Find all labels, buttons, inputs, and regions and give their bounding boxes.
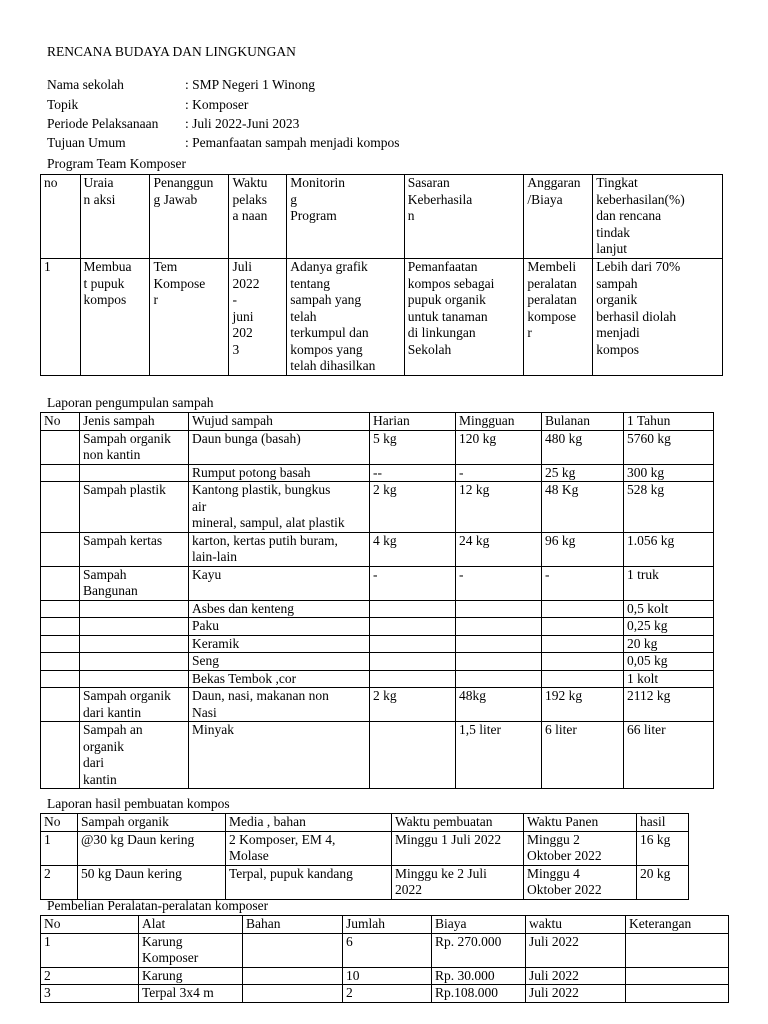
purchase-heading: Pembelian Peralatan-peralatan komposer: [47, 898, 269, 913]
collection-row: [41, 722, 714, 789]
collection-header-cell: Wujud sampah: [189, 413, 370, 431]
compost-row: [41, 865, 689, 899]
collection-cell: [370, 653, 456, 671]
purchase-row: [41, 933, 729, 967]
info-label-topic: Topik: [47, 97, 79, 112]
collection-cell: [542, 600, 624, 618]
purchase-cell: [243, 967, 343, 985]
collection-row: [41, 600, 714, 618]
collection-cell: -: [456, 464, 542, 482]
purchase-cell: [626, 967, 729, 985]
program-cell: Membua t pupuk kompos: [80, 259, 150, 376]
purchase-cell: Karung Komposer: [139, 933, 243, 967]
collection-cell: [456, 670, 542, 688]
collection-cell: Sampah an organik dari kantin: [80, 722, 189, 789]
collection-cell: Minyak: [189, 722, 370, 789]
purchase-table: [40, 915, 729, 1003]
collection-row: [41, 635, 714, 653]
purchase-cell: Juli 2022: [526, 985, 626, 1003]
collection-row: [41, 532, 714, 566]
purchase-cell: [626, 985, 729, 1003]
compost-header-cell: Waktu pembuatan: [392, 814, 524, 832]
compost-cell: @30 kg Daun kering: [78, 831, 226, 865]
program-header-cell: Monitorin g Program: [287, 175, 405, 259]
collection-cell: [41, 618, 80, 636]
collection-cell: [370, 670, 456, 688]
collection-cell: [542, 670, 624, 688]
collection-header-cell: Mingguan: [456, 413, 542, 431]
collection-cell: 5 kg: [370, 430, 456, 464]
collection-cell: [456, 600, 542, 618]
collection-cell: Rumput potong basah: [189, 464, 370, 482]
purchase-cell: Rp. 270.000: [432, 933, 526, 967]
collection-row: [41, 688, 714, 722]
collection-cell: [456, 618, 542, 636]
collection-cell: [370, 722, 456, 789]
collection-cell: [80, 635, 189, 653]
purchase-header-cell: waktu: [526, 916, 626, 934]
collection-header-row: [41, 413, 714, 431]
collection-cell: 6 liter: [542, 722, 624, 789]
program-header-cell: Waktu pelaks a naan: [229, 175, 287, 259]
collection-cell: Sampah kertas: [80, 532, 189, 566]
collection-cell: [41, 430, 80, 464]
program-cell: Tem Kompose r: [150, 259, 229, 376]
collection-cell: [41, 600, 80, 618]
purchase-cell: Juli 2022: [526, 967, 626, 985]
collection-cell: [370, 600, 456, 618]
purchase-cell: 1: [41, 933, 139, 967]
collection-cell: 12 kg: [456, 482, 542, 533]
program-header-cell: Penanggun g Jawab: [150, 175, 229, 259]
compost-header-row: [41, 814, 689, 832]
compost-cell: 16 kg: [637, 831, 689, 865]
purchase-row: [41, 985, 729, 1003]
collection-cell: [456, 653, 542, 671]
purchase-cell: [243, 985, 343, 1003]
info-label-school: Nama sekolah: [47, 77, 124, 92]
collection-cell: 1 truk: [624, 566, 714, 600]
collection-cell: Sampah Bangunan: [80, 566, 189, 600]
compost-cell: Minggu 1 Juli 2022: [392, 831, 524, 865]
compost-row: [41, 831, 689, 865]
collection-row: [41, 482, 714, 533]
info-value-goal: : Pemanfaatan sampah menjadi kompos: [185, 135, 400, 150]
collection-cell: 20 kg: [624, 635, 714, 653]
purchase-row: [41, 967, 729, 985]
collection-cell: [41, 482, 80, 533]
compost-header-cell: Waktu Panen: [524, 814, 637, 832]
collection-cell: 528 kg: [624, 482, 714, 533]
program-header-cell: Uraia n aksi: [80, 175, 150, 259]
collection-cell: 300 kg: [624, 464, 714, 482]
compost-header-cell: Sampah organik: [78, 814, 226, 832]
collection-cell: [41, 653, 80, 671]
collection-cell: 0,05 kg: [624, 653, 714, 671]
collection-row: [41, 670, 714, 688]
compost-cell: 50 kg Daun kering: [78, 865, 226, 899]
collection-cell: 192 kg: [542, 688, 624, 722]
collection-cell: 96 kg: [542, 532, 624, 566]
purchase-header-cell: No: [41, 916, 139, 934]
collection-cell: 25 kg: [542, 464, 624, 482]
collection-cell: 1,5 liter: [456, 722, 542, 789]
purchase-header-row: [41, 916, 729, 934]
collection-header-cell: Bulanan: [542, 413, 624, 431]
program-header-row: [41, 175, 723, 259]
collection-cell: -: [456, 566, 542, 600]
info-value-period: : Juli 2022-Juni 2023: [185, 116, 300, 131]
program-header-cell: Tingkat keberhasilan(%) dan rencana tindak lanjut: [593, 175, 723, 259]
collection-cell: Sampah plastik: [80, 482, 189, 533]
collection-cell: 66 liter: [624, 722, 714, 789]
collection-cell: [542, 653, 624, 671]
collection-cell: [41, 464, 80, 482]
info-label-period: Periode Pelaksanaan: [47, 116, 159, 131]
collection-cell: Keramik: [189, 635, 370, 653]
program-row: [41, 259, 723, 376]
info-value-school: : SMP Negeri 1 Winong: [185, 77, 315, 92]
collection-cell: 480 kg: [542, 430, 624, 464]
purchase-cell: Terpal 3x4 m: [139, 985, 243, 1003]
collection-row: [41, 464, 714, 482]
purchase-cell: Rp.108.000: [432, 985, 526, 1003]
purchase-cell: Rp. 30.000: [432, 967, 526, 985]
compost-cell: 20 kg: [637, 865, 689, 899]
collection-cell: 48 Kg: [542, 482, 624, 533]
collection-cell: Asbes dan kenteng: [189, 600, 370, 618]
document-title: RENCANA BUDAYA DAN LINGKUNGAN: [47, 44, 296, 59]
compost-cell: Minggu 4 Oktober 2022: [524, 865, 637, 899]
collection-cell: [370, 635, 456, 653]
collection-cell: [542, 635, 624, 653]
program-cell: Lebih dari 70% sampah organik berhasil diolah menjadi kompos: [593, 259, 723, 376]
compost-heading: Laporan hasil pembuatan kompos: [47, 796, 230, 811]
purchase-cell: Karung: [139, 967, 243, 985]
collection-cell: 48kg: [456, 688, 542, 722]
purchase-header-cell: Keterangan: [626, 916, 729, 934]
compost-cell: Minggu ke 2 Juli 2022: [392, 865, 524, 899]
purchase-header-cell: Bahan: [243, 916, 343, 934]
program-header-cell: Sasaran Keberhasila n: [404, 175, 524, 259]
collection-cell: 24 kg: [456, 532, 542, 566]
program-cell: 1: [41, 259, 81, 376]
collection-cell: [80, 464, 189, 482]
collection-header-cell: 1 Tahun: [624, 413, 714, 431]
collection-cell: [41, 635, 80, 653]
purchase-cell: 2: [343, 985, 432, 1003]
collection-cell: Seng: [189, 653, 370, 671]
purchase-header-cell: Jumlah: [343, 916, 432, 934]
collection-cell: [41, 566, 80, 600]
collection-cell: 2 kg: [370, 688, 456, 722]
collection-cell: [542, 618, 624, 636]
compost-header-cell: Media , bahan: [226, 814, 392, 832]
collection-cell: [41, 670, 80, 688]
collection-cell: [80, 653, 189, 671]
compost-cell: Terpal, pupuk kandang: [226, 865, 392, 899]
purchase-header-cell: Alat: [139, 916, 243, 934]
purchase-cell: 2: [41, 967, 139, 985]
compost-cell: 2 Komposer, EM 4, Molase: [226, 831, 392, 865]
collection-cell: [456, 635, 542, 653]
collection-row: [41, 618, 714, 636]
program-table: [40, 174, 723, 376]
purchase-cell: Juli 2022: [526, 933, 626, 967]
collection-header-cell: No: [41, 413, 80, 431]
collection-cell: [41, 532, 80, 566]
collection-cell: karton, kertas putih buram, lain-lain: [189, 532, 370, 566]
collection-row: [41, 566, 714, 600]
collection-cell: Daun bunga (basah): [189, 430, 370, 464]
collection-heading: Laporan pengumpulan sampah: [47, 395, 214, 410]
purchase-cell: 10: [343, 967, 432, 985]
program-heading: Program Team Komposer: [47, 156, 187, 171]
collection-header-cell: Jenis sampah: [80, 413, 189, 431]
collection-cell: -: [370, 566, 456, 600]
collection-cell: [41, 688, 80, 722]
info-value-topic: : Komposer: [185, 97, 249, 112]
collection-cell: 5760 kg: [624, 430, 714, 464]
collection-cell: Sampah organik dari kantin: [80, 688, 189, 722]
collection-cell: 2 kg: [370, 482, 456, 533]
program-cell: Pemanfaatan kompos sebagai pupuk organik untuk tanaman di linkungan Sekolah: [404, 259, 524, 376]
collection-cell: [80, 670, 189, 688]
purchase-cell: 3: [41, 985, 139, 1003]
collection-cell: [370, 618, 456, 636]
collection-cell: [80, 600, 189, 618]
info-label-goal: Tujuan Umum: [47, 135, 126, 150]
collection-cell: -: [542, 566, 624, 600]
collection-table: [40, 412, 714, 789]
compost-header-cell: hasil: [637, 814, 689, 832]
collection-row: [41, 430, 714, 464]
compost-cell: Minggu 2 Oktober 2022: [524, 831, 637, 865]
collection-cell: 1 kolt: [624, 670, 714, 688]
collection-row: [41, 653, 714, 671]
program-header-cell: no: [41, 175, 81, 259]
collection-cell: Daun, nasi, makanan non Nasi: [189, 688, 370, 722]
collection-cell: Bekas Tembok ,cor: [189, 670, 370, 688]
collection-header-cell: Harian: [370, 413, 456, 431]
collection-cell: --: [370, 464, 456, 482]
collection-cell: 2112 kg: [624, 688, 714, 722]
collection-cell: Kantong plastik, bungkus air mineral, sampul, alat plastik: [189, 482, 370, 533]
collection-cell: [80, 618, 189, 636]
collection-cell: 0,25 kg: [624, 618, 714, 636]
collection-cell: 1.056 kg: [624, 532, 714, 566]
compost-cell: 1: [41, 831, 78, 865]
program-cell: Adanya grafik tentang sampah yang telah terkumpul dan kompos yang telah dihasilkan: [287, 259, 405, 376]
program-header-cell: Anggaran /Biaya: [524, 175, 593, 259]
collection-cell: Kayu: [189, 566, 370, 600]
purchase-header-cell: Biaya: [432, 916, 526, 934]
purchase-cell: [243, 933, 343, 967]
collection-cell: 4 kg: [370, 532, 456, 566]
compost-header-cell: No: [41, 814, 78, 832]
program-cell: Juli 2022 - juni 202 3: [229, 259, 287, 376]
compost-cell: 2: [41, 865, 78, 899]
collection-cell: 0,5 kolt: [624, 600, 714, 618]
collection-cell: 120 kg: [456, 430, 542, 464]
compost-table: [40, 813, 689, 900]
purchase-cell: 6: [343, 933, 432, 967]
collection-cell: Sampah organik non kantin: [80, 430, 189, 464]
program-cell: Membeli peralatan peralatan kompose r: [524, 259, 593, 376]
purchase-cell: [626, 933, 729, 967]
collection-cell: Paku: [189, 618, 370, 636]
collection-cell: [41, 722, 80, 789]
